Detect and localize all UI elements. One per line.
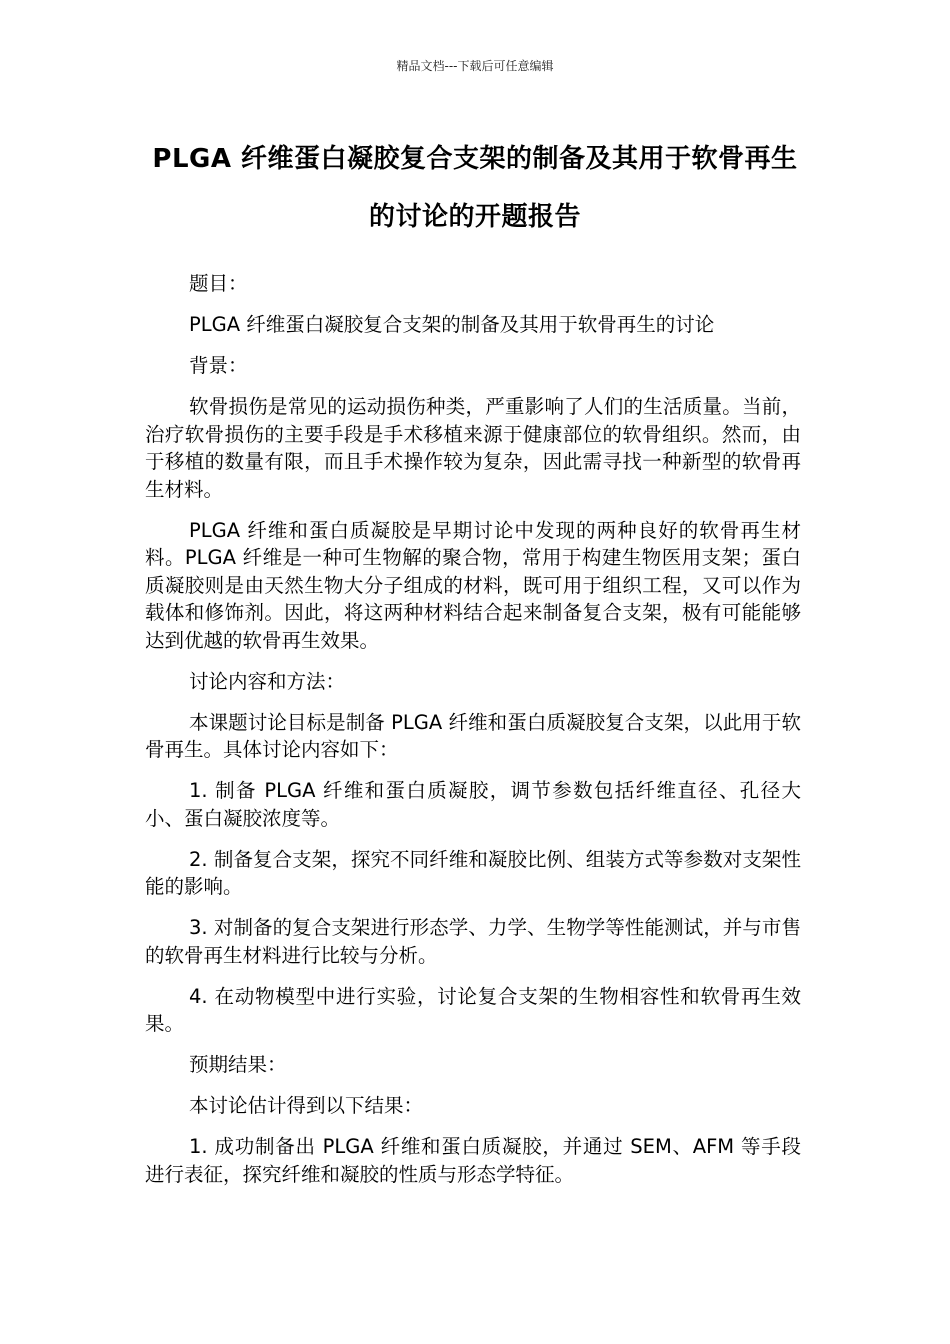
- background-paragraph-1: 软骨损伤是常见的运动损伤种类，严重影响了人们的生活质量。当前，治疗软骨损伤的主要手段是手术移植来源于健康部位的软骨组织。然而，由于移植的数量有限，而且手术操作较为复杂，因此需寻找一种新型的软骨再生材料。: [145, 395, 801, 501]
- topic-text: PLGA 纤维蛋白凝胶复合支架的制备及其用于软骨再生的讨论: [189, 313, 715, 336]
- document-body: [145, 270, 801, 1202]
- header-note: 精品文档---下载后可任意编辑: [396, 59, 554, 73]
- label-methods: 讨论内容和方法：: [189, 669, 346, 693]
- document-title: PLGA 纤维蛋白凝胶复合支架的制备及其用于软骨再生的讨论的开题报告: [152, 144, 798, 232]
- methods-item-3: 3. 对制备的复合支架进行形态学、力学、生物学等性能测试，并与市售的软骨再生材料进行比较与分析。: [145, 916, 801, 967]
- label-background: 背景：: [189, 354, 248, 377]
- methods-intro: 本课题讨论目标是制备 PLGA 纤维和蛋白质凝胶复合支架，以此用于软骨再生。具体讨论内容如下：: [145, 710, 801, 761]
- label-topic: 题目：: [189, 272, 248, 295]
- methods-item-1: 1. 制备 PLGA 纤维和蛋白质凝胶，调节参数包括纤维直径、孔径大小、蛋白凝胶浓度等。: [145, 779, 801, 830]
- label-expected-results: 预期结果：: [189, 1053, 287, 1076]
- results-item-1: 1. 成功制备出 PLGA 纤维和蛋白质凝胶，并通过 SEM、AFM 等手段进行表征，探究纤维和凝胶的性质与形态学特征。: [145, 1135, 801, 1186]
- methods-item-2: 2. 制备复合支架，探究不同纤维和凝胶比例、组装方式等参数对支架性能的影响。: [145, 847, 801, 898]
- results-intro: 本讨论估计得到以下结果：: [189, 1094, 424, 1117]
- methods-item-4: 4. 在动物模型中进行实验，讨论复合支架的生物相容性和软骨再生效果。: [145, 984, 801, 1035]
- background-paragraph-2: PLGA 纤维和蛋白质凝胶是早期讨论中发现的两种良好的软骨再生材料。PLGA 纤维是一种可生物解的聚合物，常用于构建生物医用支架；蛋白质凝胶则是由天然生物大分子组成的材料，既可用于组织工程，又可以作为载体和修饰剂。因此，将这两种材料结合起来制备复合支架，极有可能能够达到优越的软骨再生效果。: [145, 518, 801, 652]
